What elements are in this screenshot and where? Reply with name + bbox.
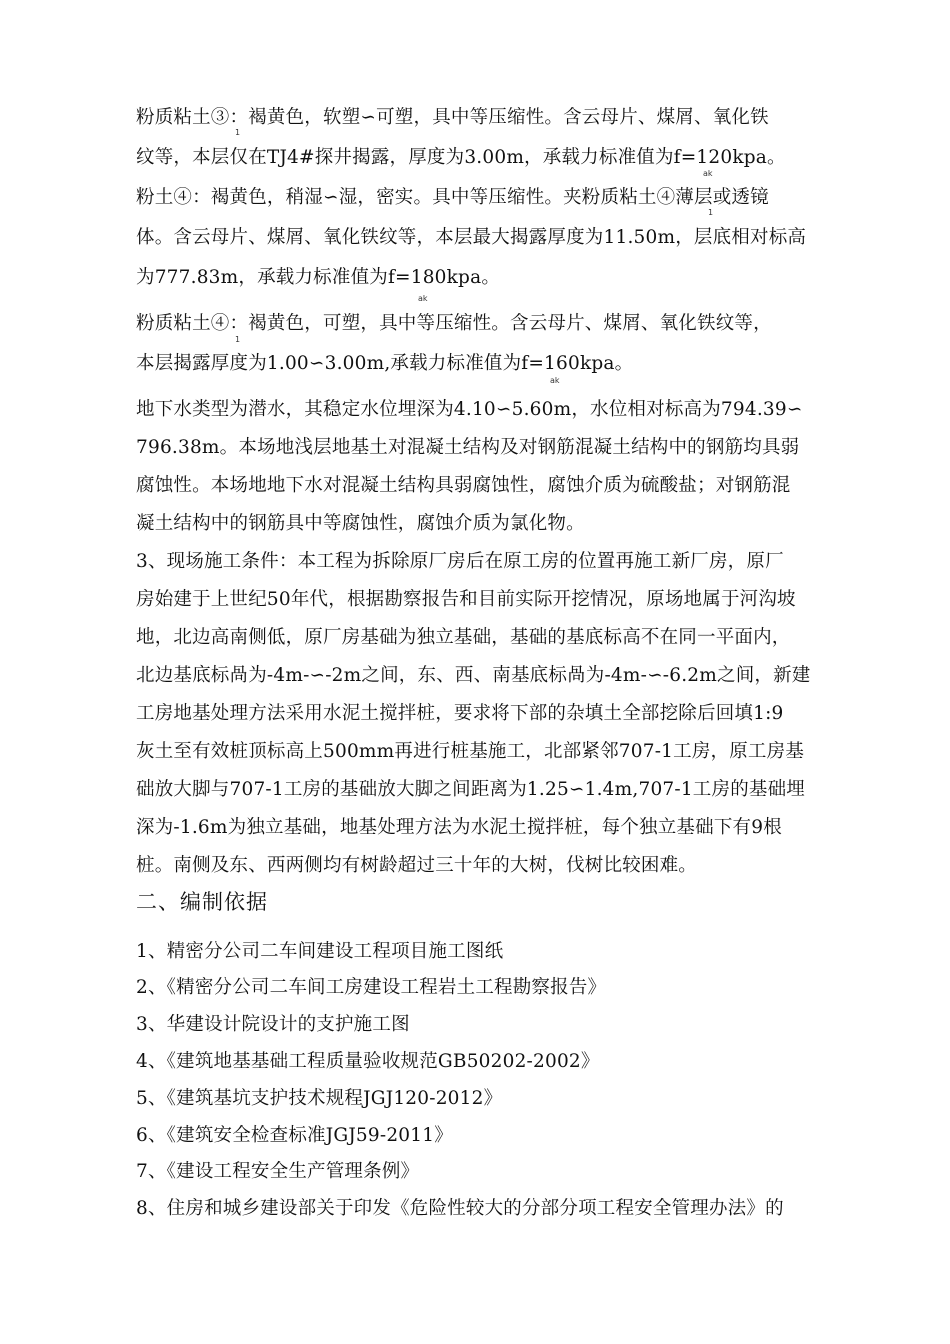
groundwater-line-4: 凝土结构中的钢筋具中等腐蚀性，腐蚀介质为氯化物。 xyxy=(136,513,585,534)
basis-item-2: 2、《精密分公司二车间工房建设工程岩土工程勘察报告》 xyxy=(136,977,607,998)
silt4-line-3: 为777.83m，承载力标准值为f=180kpa。 xyxy=(136,267,501,288)
soil3-subscript-1: 1 xyxy=(235,128,241,137)
site-line-4: 北边基底标咼为-4m-∽-2m之间，东、西、南基底标咼为-4m-∽-6.2m之间，新建 xyxy=(136,665,811,686)
site-line-9: 桩。南侧及东、西两侧均有树龄超过三十年的大树，伐树比较困难。 xyxy=(136,855,698,876)
silt4-line-1: 粉土④：褐黄色，稍湿∽湿，密实。具中等压缩性。夹粉质粘土④薄层或透镜 xyxy=(136,187,769,208)
soil3-subscript-ak: ak xyxy=(703,169,713,178)
basis-item-8: 8、住房和城乡建设部关于印发《危险性较大的分部分项工程安全管理办法》的 xyxy=(136,1198,784,1219)
soil4-line-2: 本层揭露厚度为1.00∽3.00m,承载力标准值为f=160kpa。 xyxy=(136,353,634,374)
groundwater-line-2: 796.38m。本场地浅层地基土对混凝土结构及对钢筋混凝土结构中的钢筋均具弱 xyxy=(136,437,800,458)
basis-item-5: 5、《建筑基坑支护技术规程JGJ120-2012》 xyxy=(136,1088,503,1109)
site-line-3: 地，北边高南侧低，原厂房基础为独立基础，基础的基底标高不在同一平面内， xyxy=(136,627,791,648)
groundwater-line-1: 地下水类型为潜水，其稳定水位埋深为4.10∽5.60m，水位相对标高为794.39∽ xyxy=(136,399,803,420)
site-line-6: 灰土至有效桩顶标高上500mm再进行桩基施工，北部紧邻707-1工房，原工房基 xyxy=(136,741,805,762)
section-heading: 二、编制依据 xyxy=(136,890,268,914)
silt4-subscript-1: 1 xyxy=(708,208,714,217)
site-line-7: 础放大脚与707-1工房的基础放大脚之间距离为1.25∽1.4m,707-1工房的基础埋 xyxy=(136,779,806,800)
site-line-2: 房始建于上世纪50年代，根据勘察报告和目前实际开挖情况，原场地属于河沟坡 xyxy=(136,589,796,610)
soil4-line-1: 粉质粘土④：褐黄色，可塑，具中等压缩性。含云母片、煤屑、氧化铁纹等， xyxy=(136,313,772,334)
soil3-line-2: 纹等，本层仅在TJ4#探井揭露，厚度为3.00m，承载力标准值为f=120kpa。 xyxy=(136,147,786,168)
soil3-line-1: 粉质粘土③：褐黄色，软塑∽可塑，具中等压缩性。含云母片、煤屑、氧化铁 xyxy=(136,107,769,128)
basis-item-4: 4、《建筑地基基础工程质量验收规范GB50202-2002》 xyxy=(136,1051,600,1072)
soil4-subscript-ak: ak xyxy=(550,376,560,385)
silt4-line-2: 体。含云母片、煤屑、氧化铁纹等，本层最大揭露厚度为11.50m，层底相对标高 xyxy=(136,227,807,248)
site-line-5: 工房地基处理方法采用水泥土搅拌桩，要求将下部的杂填土全部挖除后回填1:9 xyxy=(136,703,784,724)
site-line-8: 深为-1.6m为独立基础，地基处理方法为水泥土搅拌桩，每个独立基础下有9根 xyxy=(136,817,782,838)
basis-item-7: 7、《建设工程安全生产管理条例》 xyxy=(136,1161,420,1182)
basis-item-6: 6、《建筑安全检查标准JGJ59-2011》 xyxy=(136,1125,453,1146)
soil4-subscript-1: 1 xyxy=(235,335,241,344)
groundwater-line-3: 腐蚀性。本场地地下水对混凝土结构具弱腐蚀性，腐蚀介质为硫酸盐；对钢筋混 xyxy=(136,475,791,496)
site-line-1: 3、现场施工条件：本工程为拆除原厂房后在原工房的位置再施工新厂房，原厂 xyxy=(136,551,784,572)
basis-item-3: 3、华建设计院设计的支护施工图 xyxy=(136,1014,410,1035)
silt4-subscript-ak: ak xyxy=(418,294,428,303)
basis-item-1: 1、精密分公司二车间建设工程项目施工图纸 xyxy=(136,941,504,962)
